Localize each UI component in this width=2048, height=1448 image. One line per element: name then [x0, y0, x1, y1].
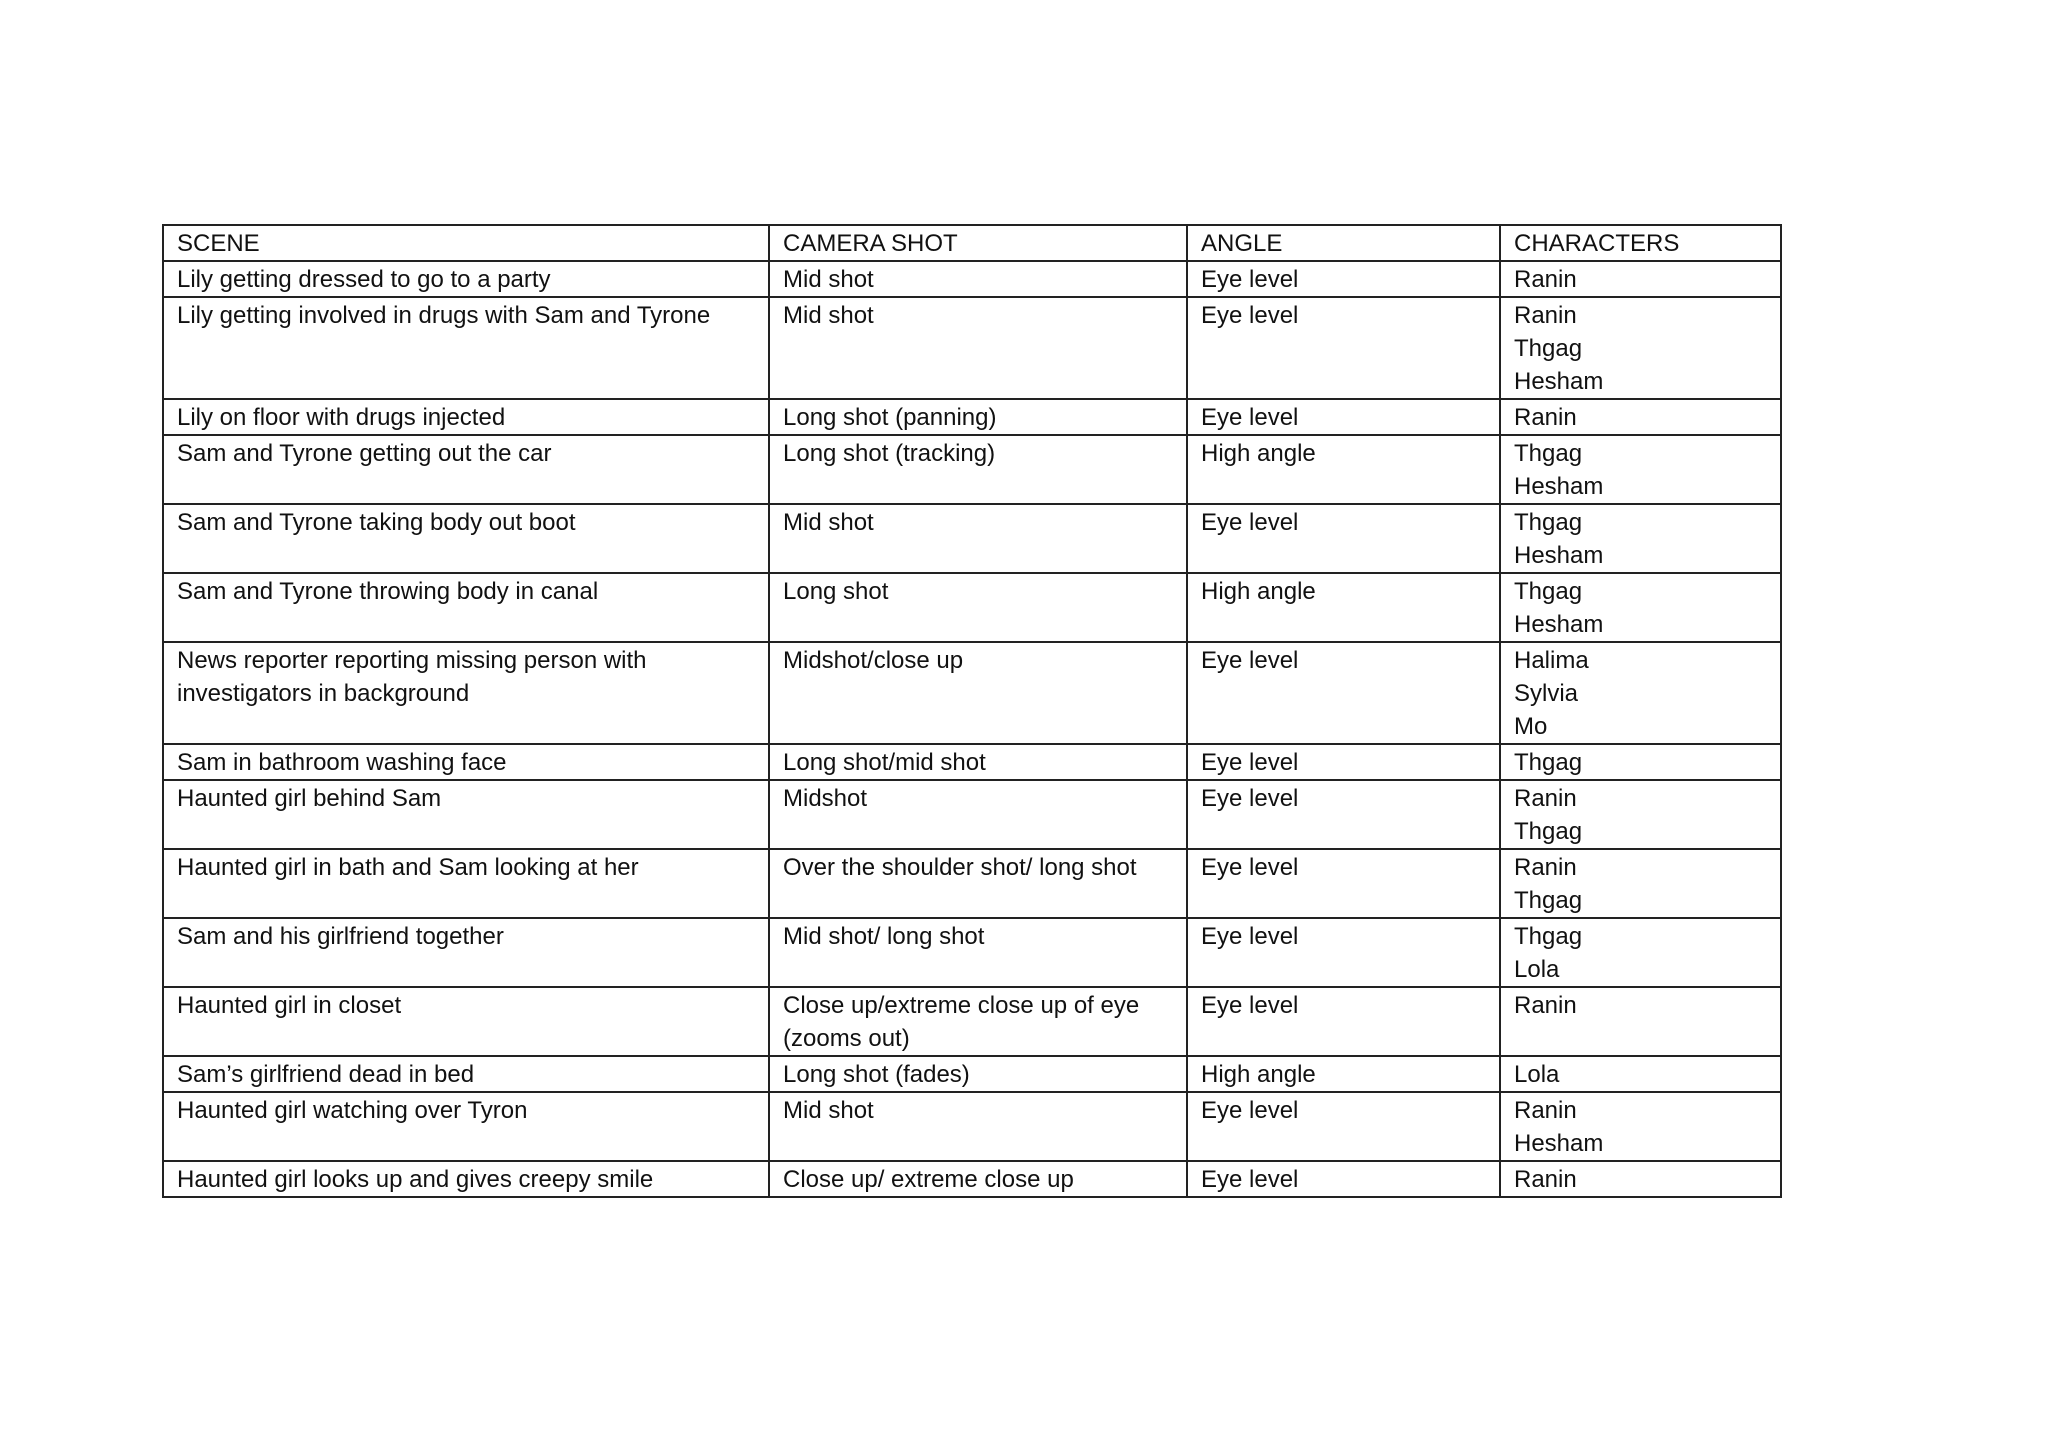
character-name: Thgag [1514, 578, 1583, 605]
table-row [163, 261, 1781, 297]
table-row [163, 504, 1781, 573]
character-name: Thgag [1514, 818, 1583, 845]
scene-cell: Haunted girl looks up and gives creepy smile [163, 1161, 769, 1197]
characters-cell [1500, 261, 1781, 297]
character-name: Mo [1514, 713, 1548, 740]
character-name: Hesham [1514, 368, 1604, 395]
scene-cell: Lily getting involved in drugs with Sam and Tyrone [163, 297, 769, 399]
characters-cell [1500, 744, 1781, 780]
table-row [163, 1056, 1781, 1092]
camera-shot-cell: Mid shot [769, 261, 1187, 297]
character-name: Thgag [1514, 749, 1583, 776]
characters-cell [1500, 780, 1781, 849]
table-row [163, 987, 1781, 1056]
scene-cell: Sam’s girlfriend dead in bed [163, 1056, 769, 1092]
character-name: Thgag [1514, 887, 1583, 914]
character-name: Lola [1514, 956, 1560, 983]
scene-cell: Sam and Tyrone taking body out boot [163, 504, 769, 573]
camera-shot-cell: Long shot (fades) [769, 1056, 1187, 1092]
characters-cell [1500, 1056, 1781, 1092]
characters-cell [1500, 642, 1781, 744]
shot-list-table [162, 224, 1782, 1198]
table-row [163, 1161, 1781, 1197]
character-name: Ranin [1514, 1097, 1577, 1124]
character-name: Thgag [1514, 335, 1583, 362]
camera-shot-cell: Mid shot [769, 504, 1187, 573]
table-row [163, 573, 1781, 642]
angle-cell: Eye level [1187, 1092, 1500, 1161]
character-name: Halima [1514, 647, 1589, 674]
characters-cell [1500, 987, 1781, 1056]
camera-shot-cell: Midshot/close up [769, 642, 1187, 744]
angle-cell: High angle [1187, 573, 1500, 642]
header-camera-shot: CAMERA SHOT [769, 225, 1187, 261]
table-header-row [163, 225, 1781, 261]
characters-cell [1500, 1161, 1781, 1197]
scene-cell: Sam and Tyrone getting out the car [163, 435, 769, 504]
character-name: Thgag [1514, 440, 1583, 467]
table-row [163, 435, 1781, 504]
camera-shot-cell: Long shot (tracking) [769, 435, 1187, 504]
character-name: Hesham [1514, 1130, 1604, 1157]
camera-shot-cell: Close up/extreme close up of eye (zooms out) [769, 987, 1187, 1056]
character-name: Ranin [1514, 302, 1577, 329]
header-angle: ANGLE [1187, 225, 1500, 261]
characters-cell [1500, 918, 1781, 987]
angle-cell: High angle [1187, 1056, 1500, 1092]
angle-cell: Eye level [1187, 987, 1500, 1056]
table-row [163, 744, 1781, 780]
camera-shot-cell: Mid shot/ long shot [769, 918, 1187, 987]
character-name: Lola [1514, 1061, 1560, 1088]
scene-cell: Sam in bathroom washing face [163, 744, 769, 780]
scene-cell: Haunted girl behind Sam [163, 780, 769, 849]
characters-cell [1500, 435, 1781, 504]
character-name: Ranin [1514, 854, 1577, 881]
camera-shot-cell: Long shot/mid shot [769, 744, 1187, 780]
character-name: Ranin [1514, 785, 1577, 812]
table-row [163, 642, 1781, 744]
table-row [163, 297, 1781, 399]
character-name: Ranin [1514, 404, 1577, 431]
character-name: Ranin [1514, 1166, 1577, 1193]
table-body [163, 261, 1781, 1197]
angle-cell: Eye level [1187, 744, 1500, 780]
table-row [163, 849, 1781, 918]
character-name: Hesham [1514, 473, 1604, 500]
characters-cell [1500, 1092, 1781, 1161]
angle-cell: Eye level [1187, 642, 1500, 744]
scene-cell: Sam and Tyrone throwing body in canal [163, 573, 769, 642]
camera-shot-cell: Over the shoulder shot/ long shot [769, 849, 1187, 918]
characters-cell [1500, 849, 1781, 918]
characters-cell [1500, 297, 1781, 399]
character-name: Ranin [1514, 266, 1577, 293]
scene-cell: Haunted girl in closet [163, 987, 769, 1056]
header-characters: CHARACTERS [1500, 225, 1781, 261]
angle-cell: Eye level [1187, 261, 1500, 297]
camera-shot-cell: Close up/ extreme close up [769, 1161, 1187, 1197]
angle-cell: Eye level [1187, 504, 1500, 573]
camera-shot-cell: Long shot [769, 573, 1187, 642]
character-name: Hesham [1514, 611, 1604, 638]
angle-cell: Eye level [1187, 780, 1500, 849]
header-scene: SCENE [163, 225, 769, 261]
character-name: Thgag [1514, 923, 1583, 950]
characters-cell [1500, 573, 1781, 642]
table-row [163, 780, 1781, 849]
camera-shot-cell: Mid shot [769, 1092, 1187, 1161]
character-name: Sylvia [1514, 680, 1579, 707]
camera-shot-cell: Midshot [769, 780, 1187, 849]
angle-cell: Eye level [1187, 1161, 1500, 1197]
character-name: Hesham [1514, 542, 1604, 569]
scene-cell: Lily getting dressed to go to a party [163, 261, 769, 297]
scene-cell: Sam and his girlfriend together [163, 918, 769, 987]
scene-cell: Haunted girl in bath and Sam looking at her [163, 849, 769, 918]
scene-cell: Lily on floor with drugs injected [163, 399, 769, 435]
characters-cell [1500, 504, 1781, 573]
scene-cell: Haunted girl watching over Tyron [163, 1092, 769, 1161]
table-row [163, 399, 1781, 435]
angle-cell: Eye level [1187, 918, 1500, 987]
angle-cell: High angle [1187, 435, 1500, 504]
table-row [163, 1092, 1781, 1161]
angle-cell: Eye level [1187, 399, 1500, 435]
angle-cell: Eye level [1187, 849, 1500, 918]
scene-cell: News reporter reporting missing person with investigators in background [163, 642, 769, 744]
table-row [163, 918, 1781, 987]
character-name: Ranin [1514, 992, 1577, 1019]
angle-cell: Eye level [1187, 297, 1500, 399]
character-name: Thgag [1514, 509, 1583, 536]
camera-shot-cell: Mid shot [769, 297, 1187, 399]
camera-shot-cell: Long shot (panning) [769, 399, 1187, 435]
characters-cell [1500, 399, 1781, 435]
